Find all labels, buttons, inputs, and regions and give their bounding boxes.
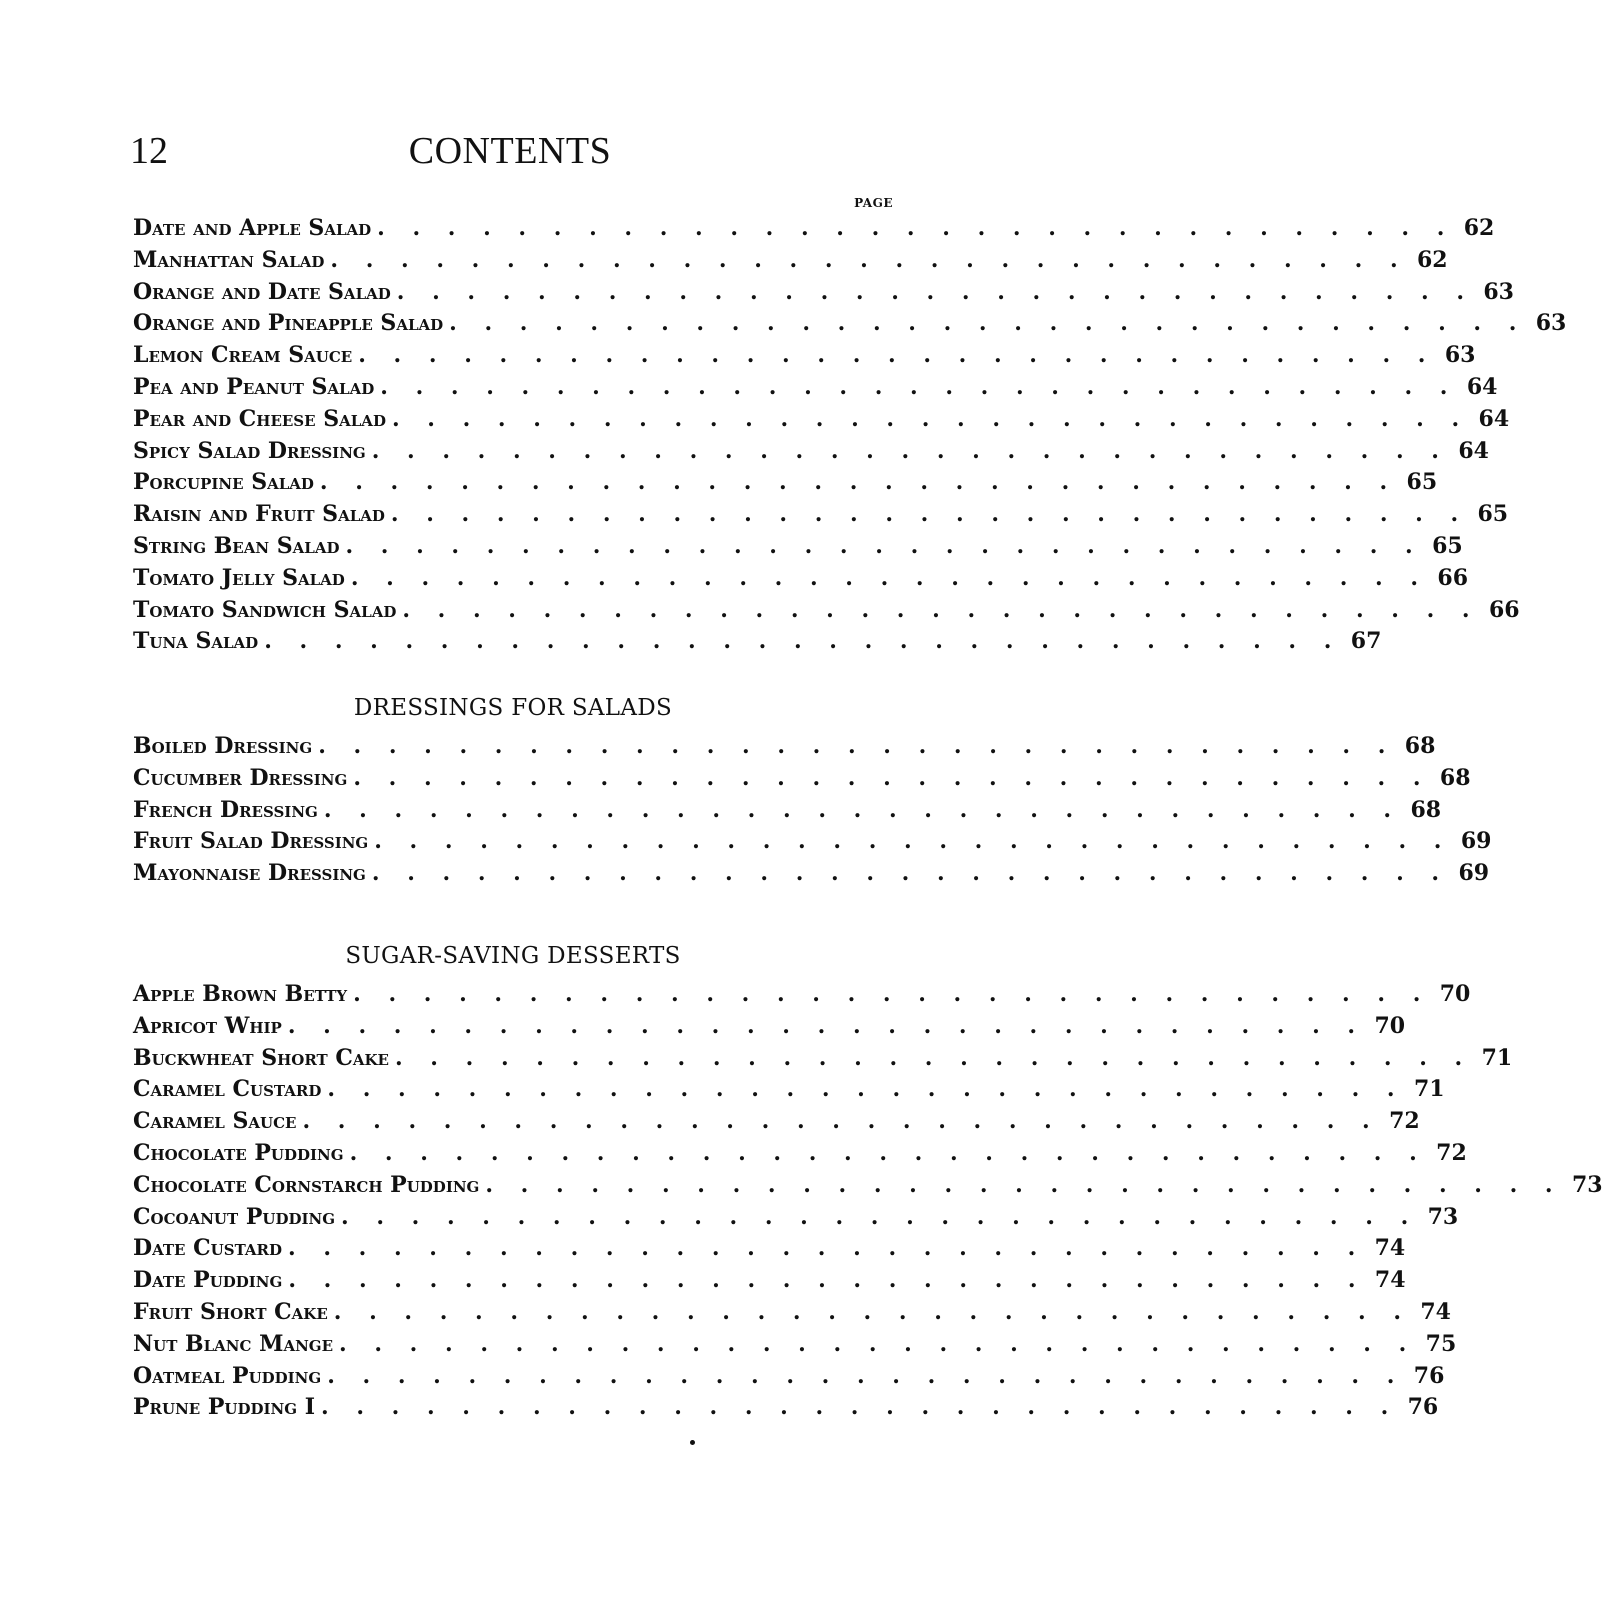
toc-entry-page-number: 66 xyxy=(1488,596,1520,623)
toc-entry xyxy=(133,1106,1420,1138)
dot-leader: . . . . . . . . . . . . . . . . . . . . . . . . . . . . . . . xyxy=(333,1298,1411,1325)
dot-leader: . . . . . . . . . . . . . . . . . . . . . . . . . . . . . . . xyxy=(318,733,1396,759)
toc-entry-page-number: 76 xyxy=(1407,1394,1439,1421)
toc-entry-page-number: 69 xyxy=(1460,828,1492,855)
dot-leader: . . . . . . . . . . . . . . . . . . . . . . . . . . . . . . . xyxy=(350,564,1429,591)
toc-entry xyxy=(133,1074,1445,1106)
toc-entry-page-number: 74 xyxy=(1374,1267,1406,1294)
toc-entry-title: Porcupine Salad xyxy=(133,469,314,496)
dot-leader: . . . . . . . . . . . . . . . . . . . . . . . . . . . . . . . xyxy=(323,796,1402,823)
toc-entry-title: Caramel Sauce xyxy=(133,1108,297,1135)
toc-entry xyxy=(133,340,1476,372)
toc-entry xyxy=(133,277,1514,309)
toc-entry-title: Manhattan Salad xyxy=(133,246,325,273)
toc-entry-page-number: 73 xyxy=(1571,1171,1603,1198)
toc-entry-title: Date and Apple Salad xyxy=(133,215,372,241)
toc-entry xyxy=(133,308,1567,340)
toc-entry-title: Lemon Cream Sauce xyxy=(133,342,353,369)
toc-entry-page-number: 68 xyxy=(1410,796,1442,823)
toc-entry xyxy=(133,826,1492,858)
dot-leader: . . . . . . . . . . . . . . . . . . . . . . . . . . . . . . . xyxy=(353,764,1431,791)
dot-leader: . . . . . . . . . . . . . . . . . . . . . . . . . . . . . . . xyxy=(321,1394,1399,1421)
toc-entry-title: Oatmeal Pudding xyxy=(133,1362,322,1389)
toc-entry xyxy=(133,595,1520,627)
toc-entry xyxy=(133,563,1469,595)
toc-entry-title: Fruit Short Cake xyxy=(133,1298,328,1325)
toc-entry xyxy=(133,436,1489,468)
dot-leader: . . . . . . . . . . . . . . . . . . . . . . . . . . . . . . . xyxy=(371,437,1449,464)
section-dressings-for-salads xyxy=(133,693,1492,890)
dot-leader: . . . . . . . . . . . . . . . . . . . . . . . . . . . . . . . xyxy=(390,501,1469,528)
toc-entry-page-number: 69 xyxy=(1458,860,1490,887)
dot-leader: . . . . . . . . . . . . . . . . . . . . . . . . . . . . . . . xyxy=(485,1171,1563,1198)
dot-leader: . . . . . . . . . . . . . . . . . . . . . . . . . . . . . . . xyxy=(287,1012,1366,1039)
dot-leader: . . . . . . . . . . . . . . . . . . . . . . . . . . . . . . . xyxy=(288,1235,1366,1262)
dot-leader: . . . . . . . . . . . . . . . . . . . . . . . . . . . . . . . xyxy=(374,828,1452,855)
toc-entry-page-number: 66 xyxy=(1437,564,1469,591)
dot-leader: . . . . . . . . . . . . . . . . . . . . . . . . . . . . . . . xyxy=(449,310,1527,337)
dot-leader: . . . . . . . . . . . . . . . . . . . . . . . . . . . . . . . xyxy=(345,532,1423,559)
dot-leader: . . . . . . . . . . . . . . . . . . . . . . . . . . . . . . . xyxy=(264,628,1342,655)
toc-entry xyxy=(133,499,1509,531)
toc-entry-title: Nut Blanc Mange xyxy=(133,1330,334,1357)
toc-entry-title: French Dressing xyxy=(133,796,318,823)
toc-entry-page-number: 76 xyxy=(1413,1362,1445,1389)
toc-entry-title: Orange and Date Salad xyxy=(133,278,391,305)
toc-entry-title: Buckwheat Short Cake xyxy=(133,1044,389,1071)
toc-entry xyxy=(133,1138,1467,1170)
toc-entry-title: Boiled Dressing xyxy=(133,733,313,759)
toc-entry-page-number: 72 xyxy=(1389,1108,1420,1135)
dot-leader: . . . . . . . . . . . . . . . . . . . . . . . . . . . . . . . xyxy=(327,1076,1405,1103)
dot-leader: . . . . . . . . . . . . . . . . . . . . . . . . . . . . . . . xyxy=(319,469,1398,496)
toc-entry-page-number: 72 xyxy=(1436,1139,1467,1166)
toc-entry-title: Tuna Salad xyxy=(133,628,259,655)
toc-entry xyxy=(133,1361,1445,1393)
section-salads xyxy=(133,213,1567,658)
dot-leader: . . . . . . . . . . . . . . . . . . . . . . . . . . . . . . . xyxy=(396,278,1474,305)
toc-entry-page-number: 74 xyxy=(1374,1235,1406,1262)
toc-entry xyxy=(133,467,1438,499)
toc-entry xyxy=(133,626,1382,658)
toc-entry xyxy=(133,1043,1513,1075)
toc-entry-page-number: 71 xyxy=(1413,1076,1445,1103)
toc-entry xyxy=(133,1329,1457,1361)
toc-entry-title: Orange and Pineapple Salad xyxy=(133,310,444,337)
toc-entry-page-number: 75 xyxy=(1425,1330,1457,1357)
toc-entry-page-number: 64 xyxy=(1478,405,1510,432)
toc-entry-page-number: 63 xyxy=(1483,278,1514,305)
toc-entry xyxy=(133,1011,1406,1043)
page-number: 12 xyxy=(130,130,168,172)
toc-entry-title: Pea and Peanut Salad xyxy=(133,373,375,400)
toc-entry xyxy=(133,245,1448,277)
dot-leader: . . . . . . . . . . . . . . . . . . . . . . . . . . . . . . . xyxy=(394,1044,1473,1071)
toc-entry-title: Cocoanut Pudding xyxy=(133,1203,336,1230)
toc-entry xyxy=(133,531,1463,563)
dot-leader: . . . . . . . . . . . . . . . . . . . . . . . . . . . . . . . xyxy=(353,981,1431,1007)
toc-entry xyxy=(133,763,1471,795)
toc-entry-page-number: 65 xyxy=(1432,532,1463,559)
dot-leader: . . . . . . . . . . . . . . . . . . . . . . . . . . . . . . . xyxy=(288,1267,1366,1294)
print-speck xyxy=(690,1440,695,1445)
dot-leader: . . . . . . . . . . . . . . . . . . . . . . . . . . . . . . . xyxy=(330,246,1408,273)
toc-entry-page-number: 64 xyxy=(1458,437,1489,464)
dot-leader: . . . . . . . . . . . . . . . . . . . . . . . . . . . . . . . xyxy=(371,860,1450,887)
toc-entry-page-number: 63 xyxy=(1444,342,1476,369)
toc-entry xyxy=(133,1265,1406,1297)
page-header xyxy=(130,128,890,174)
toc-entry-title: Mayonnaise Dressing xyxy=(133,860,366,887)
toc-entry-title: Raisin and Fruit Salad xyxy=(133,501,385,528)
toc-entry xyxy=(133,213,1495,245)
section-heading: DRESSINGS FOR SALADS xyxy=(353,695,673,721)
dot-leader: . . . . . . . . . . . . . . . . . . . . . . . . . . . . . . . xyxy=(380,373,1458,400)
toc-entry-page-number: 74 xyxy=(1420,1298,1451,1325)
toc-entry-title: Apple Brown Betty xyxy=(133,981,348,1007)
toc-entry-title: Caramel Custard xyxy=(133,1076,322,1103)
toc-entry xyxy=(133,1170,1603,1202)
toc-entry xyxy=(133,858,1490,890)
toc-entry-title: Fruit Salad Dressing xyxy=(133,828,369,855)
dot-leader: . . . . . . . . . . . . . . . . . . . . . . . . . . . . . . . xyxy=(377,215,1455,241)
toc-entry-page-number: 62 xyxy=(1463,215,1495,241)
toc-entry-title: Apricot Whip xyxy=(133,1012,282,1039)
toc-entry xyxy=(133,1202,1459,1234)
toc-entry xyxy=(133,404,1510,436)
toc-entry xyxy=(133,372,1498,404)
toc-entry-title: Chocolate Cornstarch Pudding xyxy=(133,1171,480,1198)
toc-entry-page-number: 70 xyxy=(1374,1012,1406,1039)
dot-leader: . . . . . . . . . . . . . . . . . . . . . . . . . . . . . . . xyxy=(302,1108,1380,1135)
toc-entry-title: Date Pudding xyxy=(133,1267,283,1294)
toc-entry-page-number: 67 xyxy=(1350,628,1382,655)
toc-entry-title: Tomato Jelly Salad xyxy=(133,564,345,591)
dot-leader: . . . . . . . . . . . . . . . . . . . . . . . . . . . . . . . xyxy=(327,1362,1405,1389)
toc-entry xyxy=(133,1392,1439,1424)
toc-entry-page-number: 65 xyxy=(1477,501,1509,528)
toc-entry-title: String Bean Salad xyxy=(133,532,340,559)
toc-entry xyxy=(133,979,1471,1011)
toc-entry-title: Spicy Salad Dressing xyxy=(133,437,366,464)
toc-entry xyxy=(133,731,1436,763)
toc-entry-page-number: 64 xyxy=(1466,373,1498,400)
toc-entry-page-number: 68 xyxy=(1404,733,1436,759)
toc-entry xyxy=(133,1233,1406,1265)
toc-entry-page-number: 62 xyxy=(1416,246,1448,273)
toc-entry-title: Chocolate Pudding xyxy=(133,1139,344,1166)
dot-leader: . . . . . . . . . . . . . . . . . . . . . . . . . . . . . . . xyxy=(358,342,1436,369)
dot-leader: . . . . . . . . . . . . . . . . . . . . . . . . . . . . . . . xyxy=(341,1203,1419,1230)
toc-entry-page-number: 71 xyxy=(1481,1044,1513,1071)
toc-entry-title: Pear and Cheese Salad xyxy=(133,405,386,432)
section-sugar-saving-desserts xyxy=(133,941,1603,1424)
running-title: CONTENTS xyxy=(408,130,612,172)
dot-leader: . . . . . . . . . . . . . . . . . . . . . . . . . . . . . . . xyxy=(402,596,1480,623)
dot-leader: . . . . . . . . . . . . . . . . . . . . . . . . . . . . . . . xyxy=(391,405,1470,432)
dot-leader: . . . . . . . . . . . . . . . . . . . . . . . . . . . . . . . xyxy=(339,1330,1417,1357)
section-heading: SUGAR-SAVING DESSERTS xyxy=(345,943,681,969)
toc-entry-page-number: 68 xyxy=(1439,764,1471,791)
toc-entry-page-number: 65 xyxy=(1406,469,1438,496)
toc-entry-title: Cucumber Dressing xyxy=(133,764,348,791)
dot-leader: . . . . . . . . . . . . . . . . . . . . . . . . . . . . . . . xyxy=(349,1139,1427,1166)
toc-entry-title: Prune Pudding I xyxy=(133,1394,316,1421)
toc-entry-page-number: 70 xyxy=(1439,981,1471,1007)
toc-entry-page-number: 73 xyxy=(1427,1203,1459,1230)
toc-entry-page-number: 63 xyxy=(1535,310,1567,337)
toc-entry xyxy=(133,1297,1451,1329)
toc-entry xyxy=(133,795,1442,827)
toc-entry-title: Tomato Sandwich Salad xyxy=(133,596,397,623)
page-column-label: PAGE xyxy=(854,196,893,210)
toc-entry-title: Date Custard xyxy=(133,1235,283,1262)
